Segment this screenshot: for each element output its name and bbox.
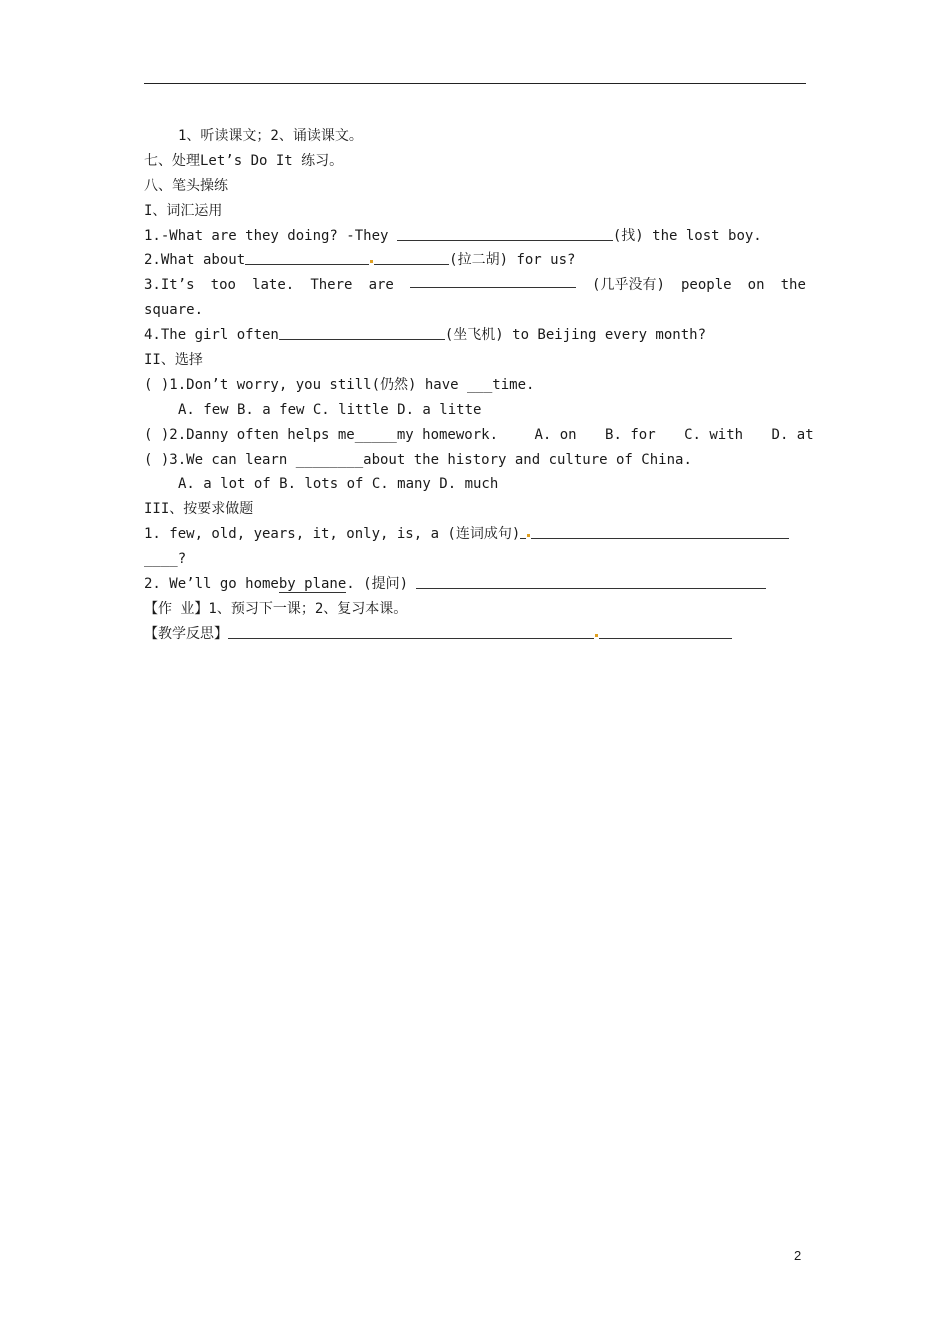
section-heading: II、选择 xyxy=(144,352,203,369)
mark-dot xyxy=(595,634,598,637)
reflection-line: 【教学反思】 xyxy=(144,622,806,647)
homework-line: 【作 业】1、预习下一课；2、复习本课。 xyxy=(144,600,408,617)
task-1: 1. few, old, years, it, only, is, a (连词成句) xyxy=(144,522,806,547)
page-number: 2 xyxy=(794,1248,802,1263)
text-line: 1、听读课文；2、诵读课文。 xyxy=(178,128,363,144)
section-heading: I、词汇运用 xyxy=(144,202,223,219)
answer-blank[interactable] xyxy=(410,273,576,288)
answer-blank[interactable] xyxy=(416,574,766,589)
question-3: 3.It’s too late. There are (几乎没有) people on the xyxy=(144,273,806,298)
choice-3: ( )3.We can learn ________about the history and culture of China. xyxy=(144,451,692,468)
text-line: square. xyxy=(144,302,204,319)
choice-options: A. few B. a few C. little D. a litte xyxy=(178,401,482,418)
question-1: 1.-What are they doing? -They (找) the lost boy. xyxy=(144,227,762,244)
answer-blank[interactable] xyxy=(531,524,789,539)
mark-dot xyxy=(370,260,373,263)
task-1-cont: ____? xyxy=(144,551,187,568)
answer-blank[interactable] xyxy=(397,226,613,241)
answer-blank[interactable] xyxy=(599,624,732,639)
choice-2: ( )2.Danny often helps me_____my homework. A. on B. for C. with D. at xyxy=(144,426,814,443)
answer-blank[interactable] xyxy=(520,524,526,539)
answer-blank[interactable] xyxy=(245,250,369,265)
task-2: 2. We’ll go homeby plane. (提问) xyxy=(144,572,806,597)
choice-options: A. a lot of B. lots of C. many D. much xyxy=(178,476,499,493)
question-2: 2.What about (拉二胡) for us? xyxy=(144,252,576,269)
answer-blank[interactable] xyxy=(374,250,449,265)
text-line: 七、处理Let’s Do It 练习。 xyxy=(144,152,344,169)
section-heading: III、按要求做题 xyxy=(144,501,254,518)
choice-1: ( )1.Don’t worry, you still(仍然) have ___time. xyxy=(144,376,535,393)
document-body xyxy=(144,124,814,647)
header-rule xyxy=(144,83,806,84)
mark-dot xyxy=(527,534,530,537)
answer-blank[interactable] xyxy=(228,624,594,639)
section-heading: 八、笔头操练 xyxy=(144,177,228,194)
question-4: 4.The girl often (坐飞机) to Beijing every month? xyxy=(144,327,707,344)
answer-blank[interactable] xyxy=(279,325,445,340)
